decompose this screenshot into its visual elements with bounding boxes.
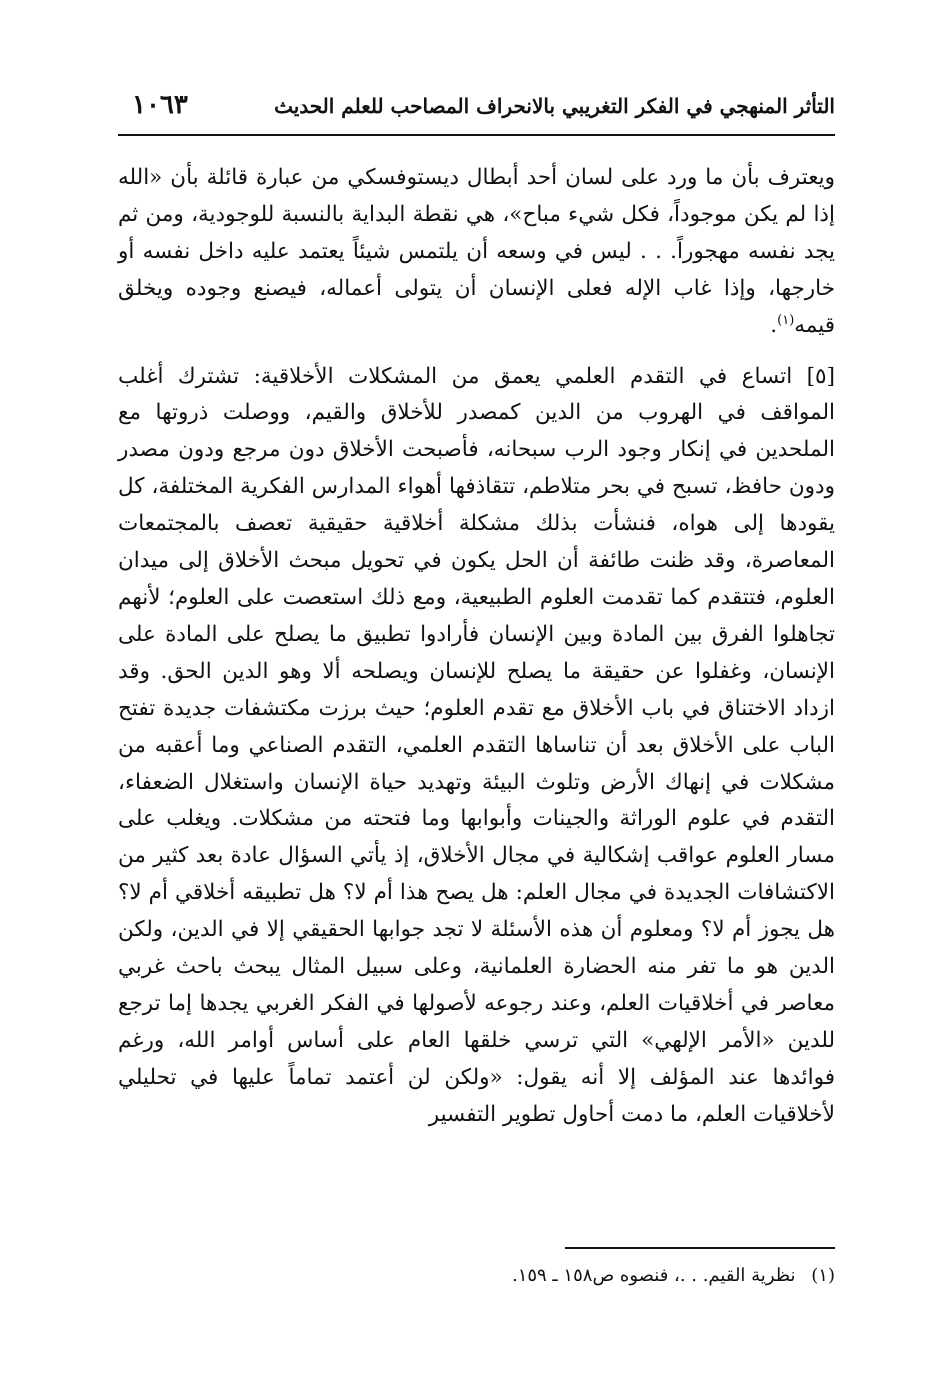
paragraph-text: ويعترف بأن ما ورد على لسان أحد أبطال ديستوفسكي من عبارة قائلة بأن «الله إذا لم يكن موجوداً، فكل شيء مباح»، هي نقطة البداية بالنسبة للوجودية، ومن ثم يجد نفسه مهجوراً. . . ليس في وسعه أن يلتمس شيئاً يعتمد عليه داخل نفسه أو خارجها، وإذا غاب الإله فعلى الإنسان أن يتولى أعماله، فيصنع وجوده ويخلق قيمه (118, 165, 835, 338)
footnote-divider (565, 1247, 835, 1249)
footnote-reference[interactable]: (١) (777, 312, 795, 328)
paragraph (118, 359, 835, 1134)
footnote-text: نظرية القيم. . .، فنصوه ص١٥٨ ـ ١٥٩. (511, 1265, 796, 1286)
paragraph (118, 160, 835, 345)
running-title: التأثر المنهجي في الفكر التغريبي بالانحراف المصاحب للعلم الحديث (274, 94, 835, 118)
body-text (118, 160, 835, 1134)
paragraph-end: . (770, 312, 778, 338)
footnote (118, 1262, 835, 1290)
footnote-number: (١) (811, 1265, 835, 1286)
page-header (118, 88, 835, 136)
paragraph-text: [٥] اتساع في التقدم العلمي يعمق من المشكلات الأخلاقية: تشترك أغلب المواقف في الهروب من الدين كمصدر للأخلاق والقيم، ووصلت ذروتها مع الملحدين في إنكار وجود الرب سبحانه، فأصبحت الأخلاق دون مرجع ودون مصدر ودون حافظ، تسبح في بحر متلاطم، تتقاذفها أهواء المدارس الفكرية المختلفة، كل يقودها إلى هواه، فنشأت بذلك مشكلة أخلاقية حقيقية تعصف بالمجتمعات المعاصرة، وقد ظنت طائفة أن الحل يكون في تحويل مبحث الأخلاق إلى ميدان العلوم، فتتقدم كما تقدمت العلوم الطبيعية، ومع ذلك استعصت على العلوم؛ لأنهم تجاهلوا الفرق بين المادة وبين الإنسان فأرادوا تطبيق ما يصلح على المادة على الإنسان، وغفلوا عن حقيقة ما يصلح للإنسان ويصلحه ألا وهو الدين الحق. وقد ازداد الاختناق في باب الأخلاق مع تقدم العلوم؛ حيث برزت مكتشفات جديدة تفتح الباب على الأخلاق بعد أن تناساها التقدم العلمي، التقدم الصناعي وما أعقبه من مشكلات في إنهاك الأرض وتلوث البيئة وتهديد حياة الإنسان واستغلال الضعفاء، التقدم في علوم الوراثة والجينات وأبوابها وما فتحته من مشكلات. ويغلب على مسار العلوم عواقب إشكالية في مجال الأخلاق، إذ يأتي السؤال عادة بعد كثير من الاكتشافات الجديدة في مجال العلم: هل يصح هذا أم لا؟ هل تطبيقه أخلاقي أم لا؟ هل يجوز أم لا؟ ومعلوم أن هذه الأسئلة لا تجد جوابها الحقيقي إلا في الدين، ولكن الدين هو ما تفر منه الحضارة العلمانية، وعلى سبيل المثال يبحث باحث غربي معاصر في أخلاقيات العلم، وعند رجوعه لأصولها في الفكر الغربي يجدها إما ترجع للدين «الأمر الإلهي» التي ترسي خلقها العام على أساس أوامر الله، ورغم فوائدها عند المؤلف إلا أنه يقول: «ولكن لن أعتمد تماماً عليها في تحليلي لأخلاقيات العلم، ما دمت أحاول تطوير التفسير (118, 363, 835, 1127)
page-number: ١٠٦٣ (132, 90, 188, 120)
